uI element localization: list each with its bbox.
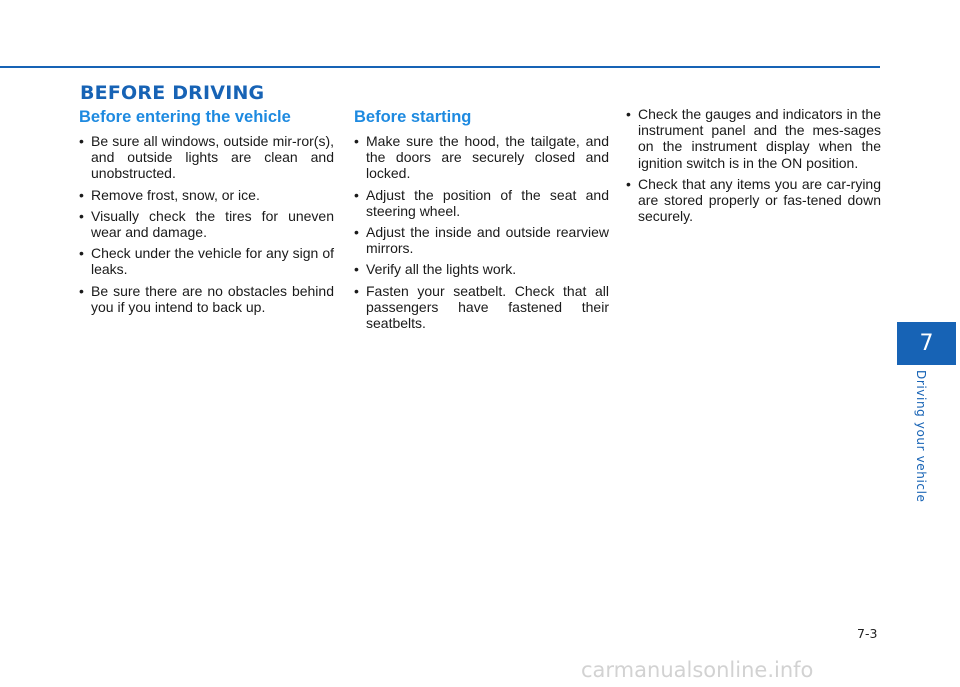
column-continued <box>626 106 881 229</box>
list-item-text: Be sure all windows, outside mir-ror(s), and outside lights are clean and unobstructed. <box>91 133 334 182</box>
list-item <box>79 283 334 315</box>
bullet-icon: • <box>79 207 84 224</box>
list-item-text: Make sure the hood, the tailgate, and the doors are securely closed and locked. <box>366 133 609 182</box>
list-item <box>626 176 881 225</box>
chapter-tab: 7 <box>897 322 956 365</box>
list-item <box>354 283 609 332</box>
list-item <box>79 245 334 277</box>
bullet-icon: • <box>626 175 631 192</box>
list-item <box>354 133 609 182</box>
bullet-icon: • <box>79 133 84 149</box>
bullet-icon: • <box>354 224 359 241</box>
bullet-icon: • <box>626 106 631 122</box>
bullet-icon: • <box>354 186 359 203</box>
list-item-text: Fasten your seatbelt. Check that all passengers have fastened their seatbelts. <box>366 282 609 332</box>
page-number: 7-3 <box>857 626 878 641</box>
list-item-text: Check under the vehicle for any sign of leaks. <box>91 245 334 278</box>
bullet-icon: • <box>354 133 359 149</box>
list-item-text: Visually check the tires for uneven wear and damage. <box>91 207 334 241</box>
checklist-before-starting <box>354 133 609 331</box>
checklist-before-entering <box>79 133 334 315</box>
heading-before-entering: Before entering the vehicle <box>79 108 291 126</box>
list-item <box>79 187 334 203</box>
heading-before-starting: Before starting <box>354 108 472 126</box>
list-item-text: Be sure there are no obstacles behind you if you intend to back up. <box>91 282 334 315</box>
bullet-icon: • <box>79 186 84 203</box>
bullet-icon: • <box>354 261 359 278</box>
watermark: carmanualsonline.info <box>581 658 814 682</box>
list-item-text: Verify all the lights work. <box>366 261 517 278</box>
list-item-text: Check the gauges and indicators in the instrument panel and the mes-sages on the instrument display when the ignition switch is in the ON position. <box>638 106 881 171</box>
chapter-label: Driving your vehicle <box>914 370 928 503</box>
list-item-text: Check that any items you are car-rying are stored properly or fas-tened down securely. <box>638 175 881 225</box>
section-title: BEFORE DRIVING <box>80 82 265 104</box>
bullet-icon: • <box>79 245 84 262</box>
list-item-text: Adjust the position of the seat and steering wheel. <box>366 186 609 219</box>
list-item-text: Remove frost, snow, or ice. <box>91 186 260 203</box>
checklist-continued <box>626 106 881 224</box>
list-item-text: Adjust the inside and outside rearview mirrors. <box>366 224 609 257</box>
list-item <box>354 261 609 277</box>
bullet-icon: • <box>79 282 84 299</box>
list-item <box>79 208 334 240</box>
column-before-starting <box>354 108 609 336</box>
top-rule <box>0 66 880 68</box>
list-item <box>626 106 881 171</box>
list-item <box>354 224 609 256</box>
list-item <box>79 133 334 182</box>
bullet-icon: • <box>354 282 359 299</box>
list-item <box>354 187 609 219</box>
column-before-entering <box>79 108 334 320</box>
